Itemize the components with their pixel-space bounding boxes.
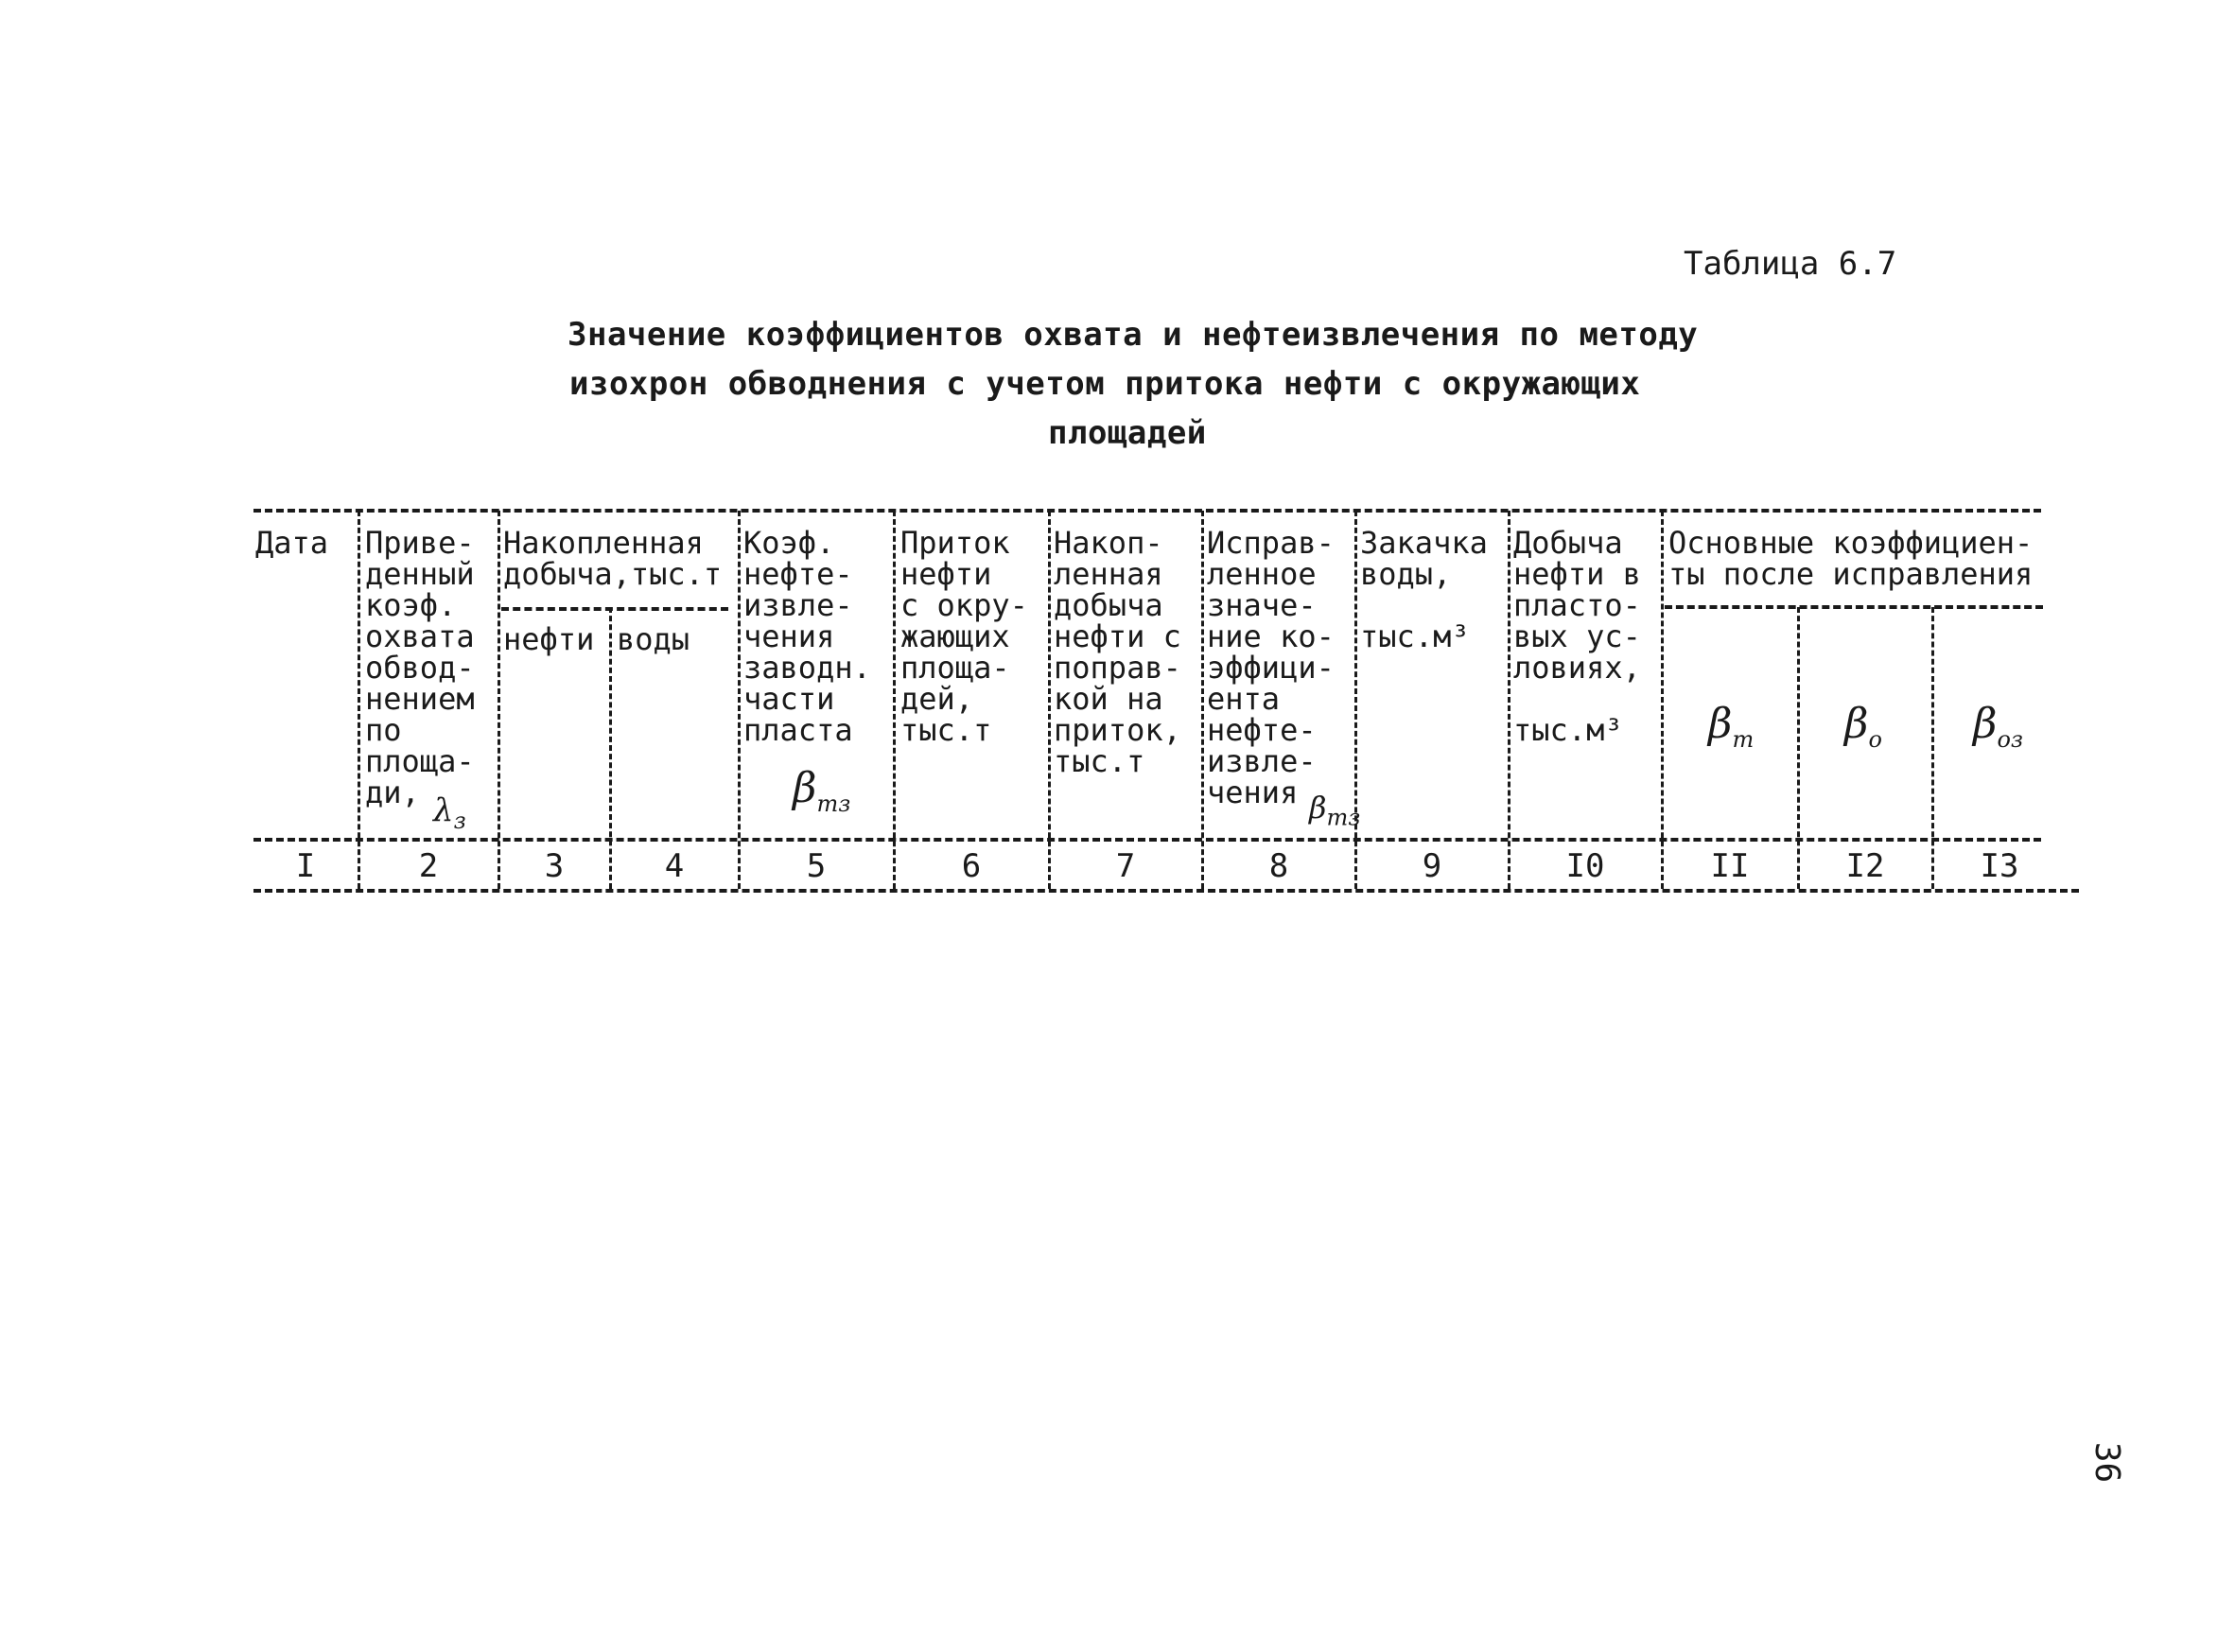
column-number-9: 9 bbox=[1422, 847, 1442, 885]
column-number-1: I bbox=[295, 847, 316, 885]
col-divider-5 bbox=[893, 511, 896, 889]
beta-ts-symbol: $\beta_{тз}$ bbox=[793, 764, 851, 817]
beta-o-symbol: $\beta_о$ bbox=[1844, 700, 1882, 753]
table-bottom-border bbox=[253, 889, 2079, 893]
header-oil-inflow: Приток нефти с окру- жающих площа- дей, тыс.т bbox=[900, 525, 1028, 748]
header-oil: нефти bbox=[503, 621, 595, 657]
column-number-4: 4 bbox=[664, 847, 685, 885]
table-title-line-3: площадей bbox=[1048, 414, 1207, 452]
column-number-12: I2 bbox=[1845, 847, 1885, 885]
header-accumulated-production-group: Накопленная добыча,тыс.т bbox=[503, 525, 723, 592]
col-divider-1 bbox=[358, 511, 360, 889]
group-divider-coefficients bbox=[1665, 605, 2043, 609]
header-oil-production-reservoir: Добыча нефти в пласто- вых ус- ловиях, тыс.м³ bbox=[1513, 525, 1641, 748]
header-bottom-border bbox=[253, 838, 2041, 842]
col-divider-8 bbox=[1354, 511, 1357, 889]
header-corrected-recovery-factor: Исправ- ленное значе- ние ко- эффици- ента нефте- извле- чения bbox=[1207, 525, 1335, 810]
header-reduced-coverage: Приве- денный коэф. охвата обвод- нением по площа- ди, bbox=[365, 525, 475, 810]
table-label: Таблица 6.7 bbox=[1684, 245, 1897, 283]
beta-t-symbol: $\beta_т$ bbox=[1708, 700, 1755, 753]
column-number-10: I0 bbox=[1565, 847, 1605, 885]
column-number-11: II bbox=[1710, 847, 1750, 885]
column-number-13: I3 bbox=[1980, 847, 2019, 885]
header-date: Дата bbox=[255, 525, 329, 561]
column-number-5: 5 bbox=[806, 847, 827, 885]
page-number: 36 bbox=[2087, 1441, 2127, 1484]
col-divider-2 bbox=[498, 511, 500, 889]
col-divider-10 bbox=[1661, 511, 1664, 889]
beta-ts-symbol-corrected: $\beta_{тз}$ bbox=[1309, 790, 1361, 831]
header-recovery-factor-flooded: Коэф. нефте- извле- чения заводн. части пласта bbox=[743, 525, 871, 748]
col-divider-4 bbox=[738, 511, 741, 889]
table-title-line-2: изохрон обводнения с учетом притока нефти с окружающих bbox=[569, 365, 1641, 403]
column-number-6: 6 bbox=[961, 847, 982, 885]
header-water-injection: Закачка воды, тыс.м³ bbox=[1360, 525, 1488, 654]
column-number-8: 8 bbox=[1268, 847, 1289, 885]
beta-oz-symbol: $\beta_{оз}$ bbox=[1973, 700, 2023, 753]
group-divider-production bbox=[501, 607, 728, 611]
col-divider-9 bbox=[1508, 511, 1510, 889]
table-title-line-1: Значение коэффициентов охвата и нефтеизвлечения по методу bbox=[567, 316, 1699, 354]
header-accumulated-corrected: Накоп- ленная добыча нефти с поправ- кой на приток, тыс.т bbox=[1054, 525, 1181, 779]
col-divider-6 bbox=[1048, 511, 1051, 889]
lambda-symbol: $\lambda_з$ bbox=[433, 791, 466, 834]
header-main-coefficients-group: Основные коэффициен- ты после исправления bbox=[1668, 525, 2034, 592]
column-number-3: 3 bbox=[544, 847, 565, 885]
column-number-2: 2 bbox=[418, 847, 439, 885]
col-divider-7 bbox=[1201, 511, 1204, 889]
table-top-border bbox=[253, 509, 2041, 513]
header-water: воды bbox=[617, 621, 690, 657]
column-number-7: 7 bbox=[1115, 847, 1136, 885]
